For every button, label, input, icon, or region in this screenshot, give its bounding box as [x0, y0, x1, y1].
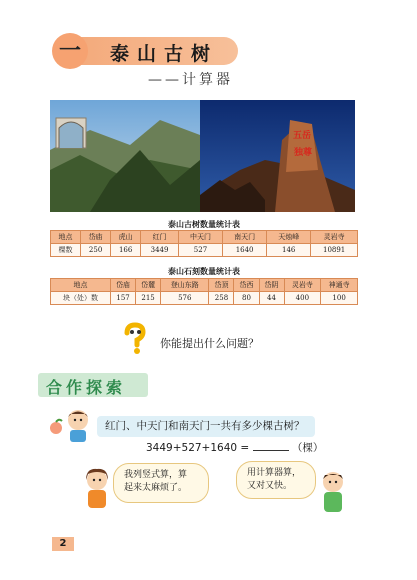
svg-text:独: 独	[294, 148, 304, 158]
svg-text:五: 五	[293, 131, 303, 141]
boy2-illustration	[316, 470, 350, 512]
table-cell: 地点	[51, 279, 111, 292]
table-cell: 527	[178, 244, 222, 257]
table-cell: 258	[209, 292, 234, 305]
section-title: 合作探索	[46, 378, 127, 397]
table-cell: 166	[111, 244, 141, 257]
table-cell: 神通寺	[321, 279, 358, 292]
table1-data-row	[51, 244, 358, 257]
table2-data-row	[51, 292, 358, 305]
page-number: 2	[52, 537, 74, 551]
table-cell: 576	[161, 292, 209, 305]
equation	[146, 440, 323, 455]
table-cell: 100	[321, 292, 358, 305]
table1-caption: 泰山古树数量统计表	[168, 220, 240, 229]
table2	[50, 278, 358, 305]
chapter-title: 泰山古树	[110, 43, 219, 65]
table-cell: 棵数	[51, 244, 81, 257]
table-cell: 灵岩寺	[311, 231, 358, 244]
table-cell: 146	[267, 244, 311, 257]
table-cell: 岱麓	[136, 279, 161, 292]
mount-tai-photo	[50, 100, 355, 212]
equation-unit: （棵）	[291, 442, 324, 454]
table-cell: 红门	[141, 231, 179, 244]
girl-speech-line1: 我列竖式算，算	[124, 470, 188, 480]
boy-speech-line2: 又对又快。	[247, 481, 293, 491]
section-header	[38, 373, 148, 397]
photo-illustration	[50, 100, 355, 212]
table-cell: 天烛峰	[267, 231, 311, 244]
table-cell: 215	[136, 292, 161, 305]
problem-bubble: 红门、中天门和南天门一共有多少棵古树？	[97, 416, 315, 437]
table1-header-row	[51, 231, 358, 244]
table-cell: 灵岩寺	[284, 279, 321, 292]
table-cell: 登山东路	[161, 279, 209, 292]
chapter-subtitle: ——计算器	[148, 72, 233, 88]
question-prompt: 你能提出什么问题？	[160, 337, 259, 350]
table-cell: 1640	[223, 244, 267, 257]
boy-speech-line1: 用计算器算，	[247, 468, 302, 478]
chapter-number: 一	[52, 33, 88, 69]
table-cell: 3449	[141, 244, 179, 257]
table-cell: 岱阴	[259, 279, 284, 292]
boy-illustration	[50, 408, 96, 442]
table-cell: 南天门	[223, 231, 267, 244]
table-cell: 中天门	[178, 231, 222, 244]
table-cell: 80	[234, 292, 259, 305]
table-cell: 400	[284, 292, 321, 305]
table-cell: 157	[111, 292, 136, 305]
boy-speech-bubble	[236, 461, 316, 499]
table-cell: 10891	[311, 244, 358, 257]
table-cell: 虎山	[111, 231, 141, 244]
table2-header-row	[51, 279, 358, 292]
equation-expression: 3449+527+1640 =	[146, 442, 250, 454]
table-cell: 岱西	[234, 279, 259, 292]
question-mark-icon	[118, 322, 152, 356]
girl-speech-line2: 起来太麻烦了。	[124, 483, 188, 493]
table-cell: 岱顶	[209, 279, 234, 292]
girl-speech-bubble	[113, 463, 209, 503]
table-cell: 44	[259, 292, 284, 305]
girl-illustration	[80, 468, 114, 508]
table-cell: 岱庙	[111, 279, 136, 292]
answer-blank	[253, 440, 289, 451]
svg-text:尊: 尊	[303, 148, 313, 158]
chapter-banner	[52, 33, 240, 69]
table-cell: 块（处）数	[51, 292, 111, 305]
table1	[50, 230, 358, 257]
table2-caption: 泰山石刻数量统计表	[168, 267, 240, 276]
svg-text:岳: 岳	[302, 131, 312, 141]
table-cell: 250	[81, 244, 111, 257]
table-cell: 岱庙	[81, 231, 111, 244]
table-cell: 地点	[51, 231, 81, 244]
